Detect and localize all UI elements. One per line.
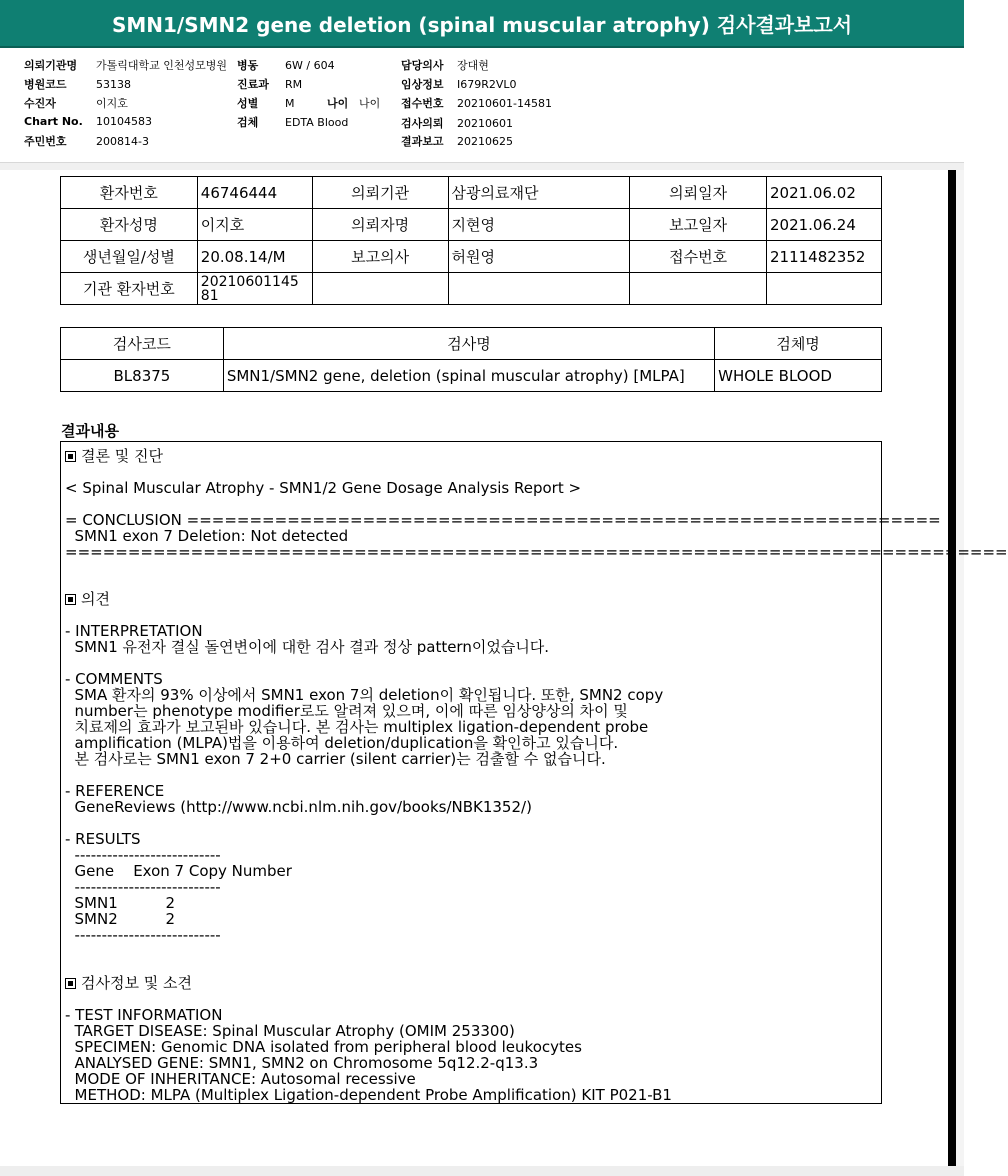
bottom-strip (0, 1166, 964, 1176)
header-separator (0, 162, 964, 170)
comments-line: amplification (MLPA)법을 이용하여 deletion/duplication을 확인하고 있습니다. (65, 734, 619, 752)
conclusion-heading: 결론 및 진단 (65, 448, 163, 464)
interpretation-text: SMN1 유전자 결실 돌연변이에 대한 검사 결과 정상 pattern이었습니다. (65, 638, 550, 656)
patient-info-table (60, 176, 882, 305)
specimen-name-value: WHOLE BLOOD (715, 360, 882, 392)
header-field-requesting-institution: 의뢰기관명 가톨릭대학교 인천성모병원 (24, 59, 228, 72)
table-row (61, 177, 882, 209)
empty-cell (630, 273, 767, 305)
results-rule: --------------------------- (65, 878, 221, 896)
test-info-line: ANALYSED GENE: SMN1, SMN2 on Chromosome 5q12.2-q13.3 (65, 1054, 539, 1072)
reporting-doctor-label: 보고의사 (312, 241, 448, 273)
patient-name-label: 환자성명 (61, 209, 198, 241)
requesting-org-value: 삼광의료재단 (448, 177, 630, 209)
specimen-name-header: 검체명 (715, 328, 882, 360)
opinion-heading: 의견 (65, 591, 110, 607)
reference-heading: - REFERENCE (65, 782, 165, 800)
institution-patient-no-label: 기관 환자번호 (61, 273, 198, 305)
test-info-line: TARGET DISEASE: Spinal Muscular Atrophy (OMIM 253300) (65, 1022, 515, 1040)
header-field-test-request: 검사의뢰 20210601 (401, 117, 513, 130)
square-bullet-icon (65, 451, 76, 462)
header-field-result-report: 결과보고 20210625 (401, 135, 513, 148)
empty-cell (766, 273, 881, 305)
header-field-department: 진료과 RM (237, 78, 303, 91)
comments-heading: - COMMENTS (65, 670, 163, 688)
table-row (61, 241, 882, 273)
table-row (61, 273, 882, 305)
test-information-heading: - TEST INFORMATION (65, 1006, 223, 1024)
report-subtitle: < Spinal Muscular Atrophy - SMN1/2 Gene Dosage Analysis Report > (65, 479, 582, 497)
comments-line: SMA 환자의 93% 이상에서 SMN1 exon 7의 deletion이 확인됩니다. 또한, SMN2 copy (65, 686, 664, 704)
conclusion-rule-end: =========================================================================== (65, 543, 1008, 561)
test-info-table (60, 327, 882, 392)
header-field-ward: 병동 6W / 604 (237, 59, 335, 72)
test-info-line: METHOD: MLPA (Multiplex Ligation-dependent Probe Amplification) KIT P021-B1 (65, 1086, 672, 1104)
results-heading: - RESULTS (65, 830, 141, 848)
scroll-gutter (956, 170, 964, 1170)
test-info-line: MODE OF INHERITANCE: Autosomal recessive (65, 1070, 416, 1088)
requesting-org-label: 의뢰기관 (312, 177, 448, 209)
square-bullet-icon (65, 594, 76, 605)
report-date-label: 보고일자 (630, 209, 767, 241)
header-field-specimen: 검체 EDTA Blood (237, 116, 349, 129)
empty-cell (448, 273, 630, 305)
table-header-row (61, 328, 882, 360)
interpretation-heading: - INTERPRETATION (65, 622, 203, 640)
test-code-header: 검사코드 (61, 328, 224, 360)
header-field-resident-no: 주민번호 200814-3 (24, 135, 149, 148)
table-row (61, 209, 882, 241)
header-field-sex: 성별 M (237, 97, 295, 110)
results-section-title: 결과내용 (61, 422, 119, 440)
header-field-doctor: 담당의사 장대현 (401, 59, 489, 72)
requester-name-value: 지현영 (448, 209, 630, 241)
comments-line: number는 phenotype modifier로도 알려져 있으며, 이에 따른 임상양상의 차이 및 (65, 702, 628, 720)
results-rule: --------------------------- (65, 926, 221, 944)
test-code-value: BL8375 (61, 360, 224, 392)
results-rule: --------------------------- (65, 846, 221, 864)
patient-no-label: 환자번호 (61, 177, 198, 209)
comments-line: 본 검사로는 SMN1 exon 7 2+0 carrier (silent carrier)는 검출할 수 없습니다. (65, 750, 606, 768)
square-bullet-icon (65, 978, 76, 989)
request-date-value: 2021.06.02 (766, 177, 881, 209)
conclusion-rule: = CONCLUSION ============================================================ (65, 511, 941, 529)
request-date-label: 의뢰일자 (630, 177, 767, 209)
receipt-no-label: 접수번호 (630, 241, 767, 273)
birth-sex-label: 생년월일/성별 (61, 241, 198, 273)
vertical-scrollbar[interactable] (948, 170, 956, 1170)
report-date-value: 2021.06.24 (766, 209, 881, 241)
reference-link[interactable]: GeneReviews (http://www.ncbi.nlm.nih.gov/books/NBK1352/) (65, 798, 532, 816)
results-row-smn1: SMN1 2 (65, 894, 175, 912)
test-info-heading: 검사정보 및 소견 (65, 975, 192, 991)
header-field-patient: 수진자 이지호 (24, 97, 128, 110)
header-field-hospital-code: 병원코드 53138 (24, 78, 131, 91)
conclusion-text: SMN1 exon 7 Deletion: Not detected (65, 527, 349, 545)
header-field-receipt-no: 접수번호 20210601-14581 (401, 97, 552, 110)
report-title: SMN1/SMN2 gene deletion (spinal muscular atrophy) 검사결과보고서 (0, 0, 964, 48)
patient-no-value: 46746444 (197, 177, 312, 209)
receipt-no-value: 2111482352 (766, 241, 881, 273)
patient-name-value: 이지호 (197, 209, 312, 241)
results-row-smn2: SMN2 2 (65, 910, 175, 928)
requester-name-label: 의뢰자명 (312, 209, 448, 241)
empty-cell (312, 273, 448, 305)
reporting-doctor-value: 허원영 (448, 241, 630, 273)
birth-sex-value: 20.08.14/M (197, 241, 312, 273)
header-field-age: 나이 나이 (327, 97, 381, 110)
comments-line: 치료제의 효과가 보고된바 있습니다. 본 검사는 multiplex ligation-dependent probe (65, 718, 649, 736)
table-row (61, 360, 882, 392)
test-info-line: SPECIMEN: Genomic DNA isolated from peripheral blood leukocytes (65, 1038, 582, 1056)
test-name-header: 검사명 (223, 328, 714, 360)
test-name-value: SMN1/SMN2 gene, deletion (spinal muscular atrophy) [MLPA] (223, 360, 714, 392)
header-info (0, 50, 964, 162)
results-table-header: Gene Exon 7 Copy Number (65, 862, 292, 880)
institution-patient-no-value: 20210601145 81 (197, 273, 312, 305)
header-field-clinical-info: 임상정보 I679R2VL0 (401, 78, 517, 91)
results-box (60, 441, 1008, 1104)
header-field-chart-no: Chart No. 10104583 (24, 115, 152, 128)
